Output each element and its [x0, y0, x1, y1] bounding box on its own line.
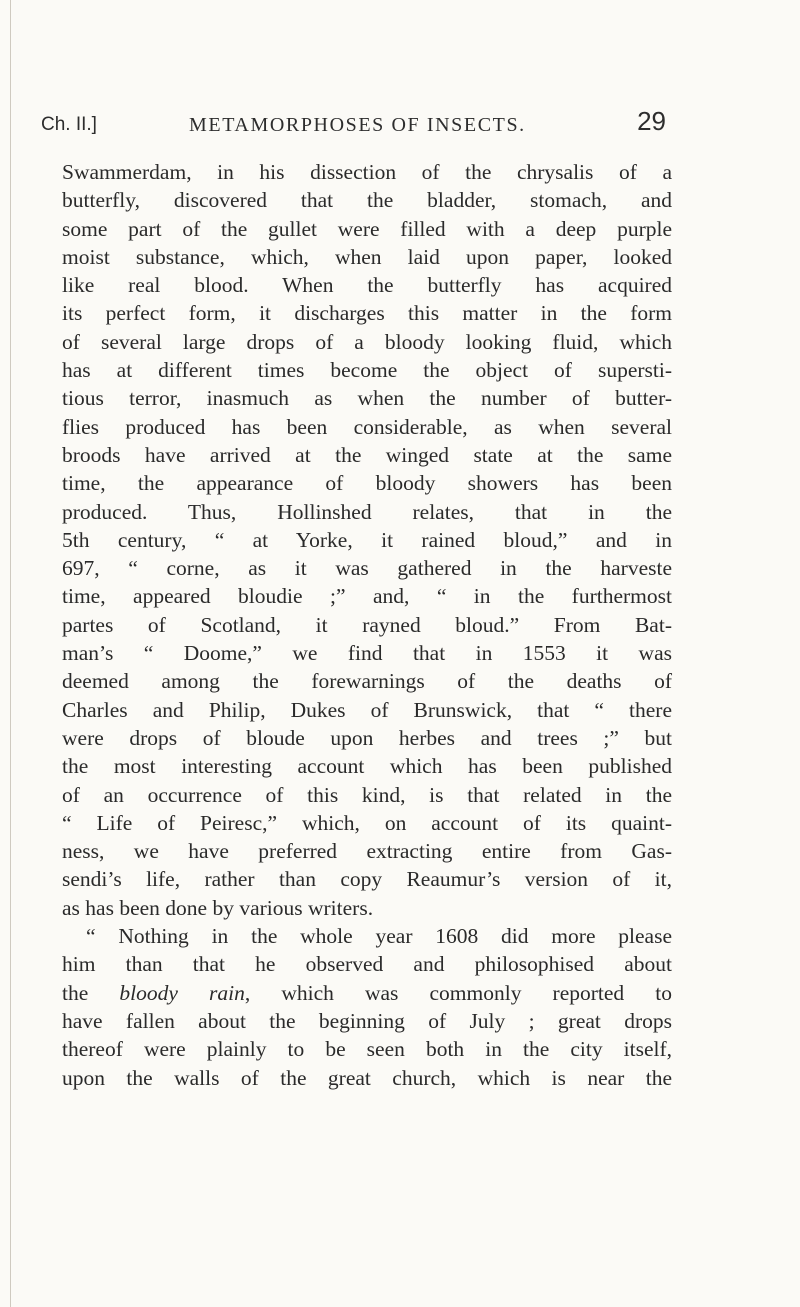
quote-line: him than that he observed and philosophised about — [62, 952, 672, 977]
quote-line: “ Nothing in the whole year 1608 did more please — [86, 924, 672, 949]
text-line: broods have arrived at the winged state at the same — [62, 442, 672, 467]
quote-line: have fallen about the beginning of July ; great drops — [62, 1008, 672, 1033]
page-number: 29 — [637, 106, 666, 136]
quote-line: thereof were plainly to be seen both in the city itself, — [62, 1037, 672, 1062]
text-line: 5th century, “ at Yorke, it rained bloud,” and in — [62, 527, 672, 552]
text-line: were drops of bloude upon herbes and trees ;” but — [62, 725, 672, 750]
text-line: moist substance, which, when laid upon paper, looked — [62, 244, 672, 269]
text-line: of an occurrence of this kind, is that related in the — [62, 782, 672, 807]
text-line: 697, “ corne, as it was gathered in the harveste — [62, 556, 672, 581]
page-gutter-line — [10, 0, 11, 1307]
text-line: Charles and Philip, Dukes of Brunswick, that “ there — [62, 697, 672, 722]
emphasis-bloody-rain: bloody rain — [119, 980, 245, 1005]
chapter-reference: Ch. II.] — [41, 114, 97, 135]
text-line: the most interesting account which has been published — [62, 754, 672, 779]
running-title: METAMORPHOSES OF INSECTS. — [189, 114, 526, 136]
text-line: partes of Scotland, it rayned bloud.” From Bat- — [62, 612, 672, 637]
text-line: time, appeared bloudie ;” and, “ in the furthermost — [62, 584, 672, 609]
text-line: like real blood. When the butterfly has acquired — [62, 273, 672, 298]
text-line: tious terror, inasmuch as when the number of butter- — [62, 386, 672, 411]
text-line: Swammerdam, in his dissection of the chrysalis of a — [62, 160, 672, 184]
text-line: butterfly, discovered that the bladder, stomach, and — [62, 188, 672, 213]
text-line: ness, we have preferred extracting entire from Gas- — [62, 839, 672, 864]
text-line: some part of the gullet were filled with a deep purple — [62, 216, 672, 241]
text-line: produced. Thus, Hollinshed relates, that in the — [62, 499, 672, 524]
text-line: has at different times become the object of supersti- — [62, 358, 672, 383]
text-line: man’s “ Doome,” we find that in 1553 it was — [62, 641, 672, 666]
text-line: of several large drops of a bloody looking fluid, which — [62, 329, 672, 354]
body-text — [62, 158, 672, 1092]
text-line: “ Life of Peiresc,” which, on account of its quaint- — [62, 810, 672, 835]
text-line: sendi’s life, rather than copy Reaumur’s version of it, — [62, 867, 672, 892]
quote-text: the — [62, 980, 120, 1005]
text-line: its perfect form, it discharges this matter in the form — [62, 301, 672, 326]
page-header — [41, 106, 666, 140]
quote-line: upon the walls of the great church, which is near the — [62, 1065, 672, 1090]
quote-line-with-emphasis — [62, 979, 672, 1007]
text-line: flies produced has been considerable, as when several — [62, 414, 672, 439]
quote-text: , which was commonly reported to — [244, 980, 673, 1005]
text-line-paragraph-end: as has been done by various writers. — [62, 895, 374, 920]
text-line: time, the appearance of bloody showers has been — [62, 471, 672, 496]
text-line: deemed among the forewarnings of the deaths of — [62, 669, 672, 694]
